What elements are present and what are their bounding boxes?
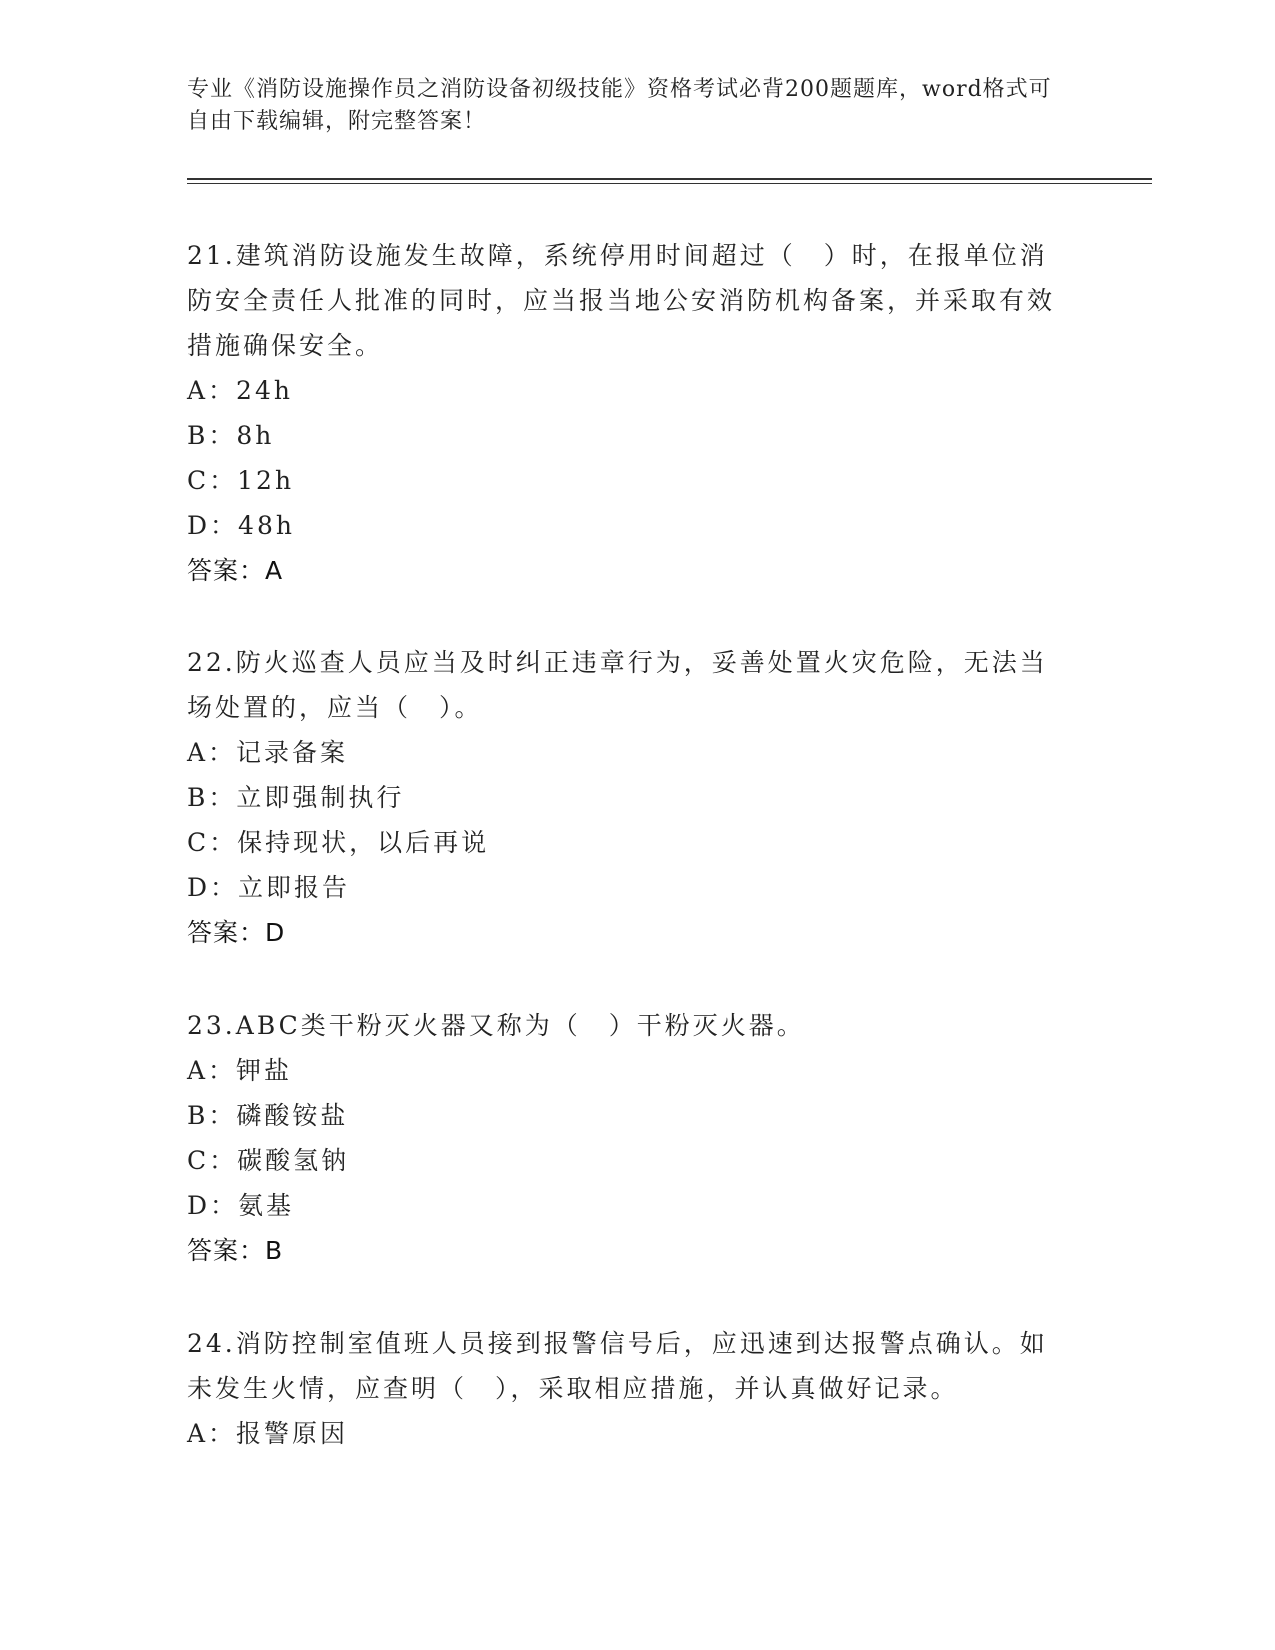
question-24 <box>187 1321 1067 1456</box>
option-d: D：立即报告 <box>187 873 351 902</box>
option-b: B：磷酸铵盐 <box>187 1101 349 1130</box>
header-divider-thin <box>187 183 1152 184</box>
question-stem: 24.消防控制室值班人员接到报警信号后，应迅速到达报警点确认。如未发生火情，应查明（ ），采取相应措施，并认真做好记录。 <box>187 1329 1048 1403</box>
option-c: C：碳酸氢钠 <box>187 1146 350 1175</box>
option-d: D：氨基 <box>187 1191 295 1220</box>
answer: 答案：B <box>187 1236 284 1265</box>
option-c: C：12h <box>187 466 295 495</box>
answer: 答案：A <box>187 556 284 585</box>
answer: 答案：D <box>187 918 286 947</box>
question-stem: 22.防火巡查人员应当及时纠正违章行为，妥善处置火灾危险，无法当场处置的，应当（ ）。 <box>187 648 1048 722</box>
question-stem: 23.ABC类干粉灭火器又称为（ ）干粉灭火器。 <box>187 1011 805 1040</box>
option-a: A：钾盐 <box>187 1056 293 1085</box>
header-divider <box>187 178 1152 180</box>
document-header: 专业《消防设施操作员之消防设备初级技能》资格考试必背200题题库，word格式可自由下载编辑，附完整答案！ <box>187 77 1052 134</box>
question-stem: 21.建筑消防设施发生故障，系统停用时间超过（ ）时，在报单位消防安全责任人批准的同时，应当报当地公安消防机构备案，并采取有效措施确保安全。 <box>187 241 1056 360</box>
option-b: B：立即强制执行 <box>187 783 405 812</box>
option-a: A：记录备案 <box>187 738 349 767</box>
question-21 <box>187 233 1067 593</box>
option-b: B：8h <box>187 421 275 450</box>
question-22 <box>187 640 1067 955</box>
option-a: A：24h <box>187 376 293 405</box>
option-c: C：保持现状，以后再说 <box>187 828 490 857</box>
option-a: A：报警原因 <box>187 1419 349 1448</box>
question-23 <box>187 1003 1067 1273</box>
option-d: D：48h <box>187 511 295 540</box>
